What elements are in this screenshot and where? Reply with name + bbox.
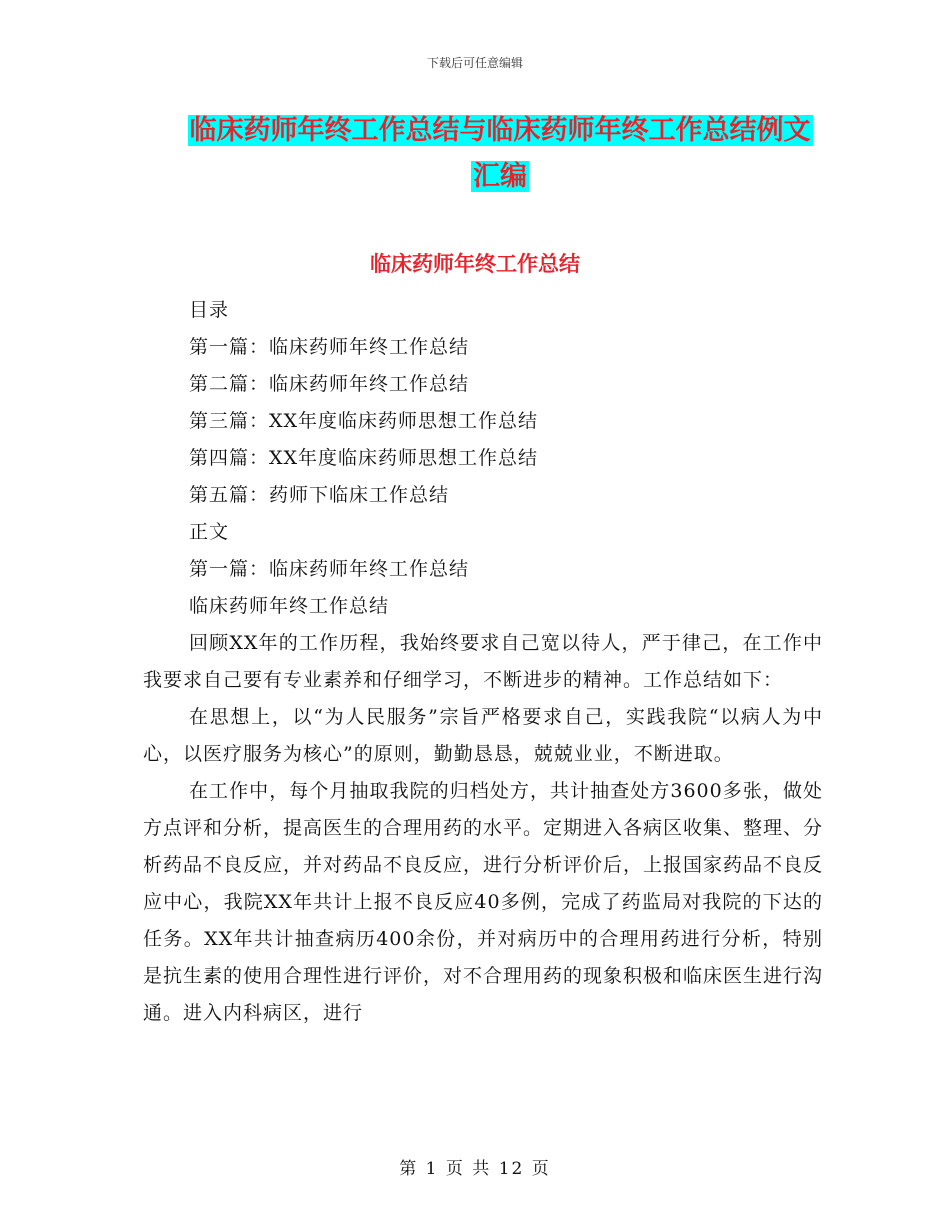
toc-item: 第三篇：XX年度临床药师思想工作总结 bbox=[189, 410, 539, 432]
section-title: 临床药师年终工作总结 bbox=[370, 252, 580, 276]
toc-item: 第一篇：临床药师年终工作总结 bbox=[189, 336, 470, 358]
toc-heading: 目录 bbox=[189, 299, 230, 321]
paragraph: 回顾XX年的工作历程，我始终要求自己宽以待人，严于律己，在工作中我要求自己要有专业素养和仔细学习，不断进步的精神。工作总结如下： bbox=[143, 632, 823, 691]
toc-item: 第五篇：药师下临床工作总结 bbox=[189, 484, 450, 506]
document-title bbox=[150, 108, 850, 200]
paragraph: 在思想上，以“为人民服务”宗旨严格要求自己，实践我院“以病人为中心，以医疗服务为核心”的原则，勤勤恳恳，兢兢业业，不断进取。 bbox=[143, 706, 823, 765]
page-header-note: 下载后可任意编辑 bbox=[426, 56, 523, 70]
toc-item: 第二篇：临床药师年终工作总结 bbox=[189, 373, 470, 395]
title-line-2: 汇编 bbox=[473, 161, 527, 192]
document-body bbox=[143, 292, 823, 1032]
toc-item: 第四篇：XX年度临床药师思想工作总结 bbox=[189, 447, 539, 469]
body-heading: 正文 bbox=[189, 521, 230, 543]
page-number: 第 1 页 共 12 页 bbox=[399, 1159, 551, 1179]
section-heading: 临床药师年终工作总结 bbox=[189, 595, 390, 617]
paragraph: 在工作中，每个月抽取我院的归档处方，共计抽查处方3600多张，做处方点评和分析，提高医生的合理用药的水平。定期进入各病区收集、整理、分析药品不良反应，并对药品不良反应，进行分析评价后，上报国家药品不良反应中心，我院XX年共计上报不良反应40多例，完成了药监局对我院的下达的任务。XX年共计抽查病历400余份，并对病历中的合理用药进行分析，特别是抗生素的使用合理性进行评价，对不合理用药的现象积极和临床医生进行沟通。进入内科病区，进行 bbox=[143, 780, 824, 1024]
chapter-title: 第一篇：临床药师年终工作总结 bbox=[189, 558, 470, 580]
title-line-1: 临床药师年终工作总结与临床药师年终工作总结例文 bbox=[189, 115, 811, 146]
